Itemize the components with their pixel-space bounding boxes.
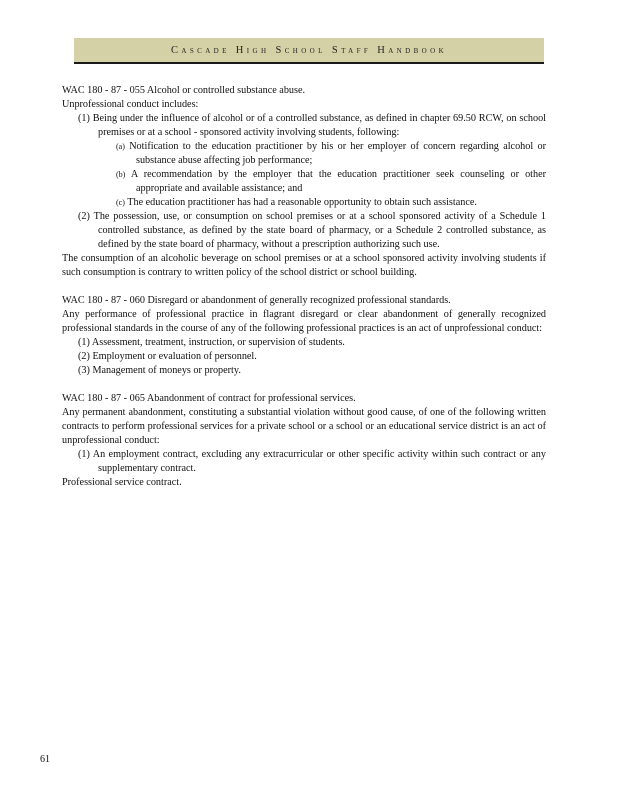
item-text: Employment or evaluation of personnel.	[92, 351, 257, 362]
section-closing: Professional service contract.	[62, 477, 182, 488]
page-number: 61	[40, 754, 50, 765]
subitem-text: The education practitioner has had a reasonable opportunity to obtain such assistance.	[127, 197, 477, 208]
subitem-text: A recommendation by the employer that the education practitioner seek counseling or other appropriate and available assistance; and	[130, 169, 546, 194]
document-body	[62, 84, 546, 504]
item-label: (1)	[78, 113, 90, 124]
item-text: Assessment, treatment, instruction, or supervision of students.	[91, 337, 345, 348]
item-label: (1)	[78, 337, 90, 348]
list-item	[62, 364, 546, 378]
item-label: (2)	[78, 211, 90, 222]
section-closing: The consumption of an alcoholic beverage on school premises or at a school sponsored activity involving students if such consumption is contrary to written policy of the school district or school building.	[62, 253, 546, 278]
item-text: The possession, use, or consumption on school premises or at a school sponsored activity of a Schedule 1 controlled substance, as defined by the state board of pharmacy, or a Schedule 2 controlled substance, as defined by the state board of pharmacy, without a prescription authorizing such use.	[93, 211, 546, 250]
sub-list-item	[62, 140, 546, 168]
subitem-label: (a)	[116, 142, 125, 151]
list-item	[62, 448, 546, 476]
list-item	[62, 112, 546, 140]
subitem-label: (b)	[116, 170, 126, 179]
section-wac-060	[62, 294, 546, 378]
item-label: (2)	[78, 351, 90, 362]
item-label: (3)	[78, 365, 90, 376]
section-heading: WAC 180 - 87 - 065 Abandonment of contract for professional services.	[62, 393, 356, 404]
list-item	[62, 336, 546, 350]
list-item	[62, 350, 546, 364]
item-text: Being under the influence of alcohol or of a controlled substance, as defined in chapter 69.50 RCW, on school premises or at a school - sponsored activity involving students, following:	[92, 113, 546, 138]
item-text: Management of moneys or property.	[92, 365, 241, 376]
section-intro: Any performance of professional practice in flagrant disregard or clear abandonment of generally recognized professional standards in the course of any of the following professional practices is an act of unprofessional conduct:	[62, 309, 546, 334]
section-intro: Any permanent abandonment, constituting a substantial violation without good cause, of one of the following written contracts to perform professional services for a private school or a school or an educational service district is an act of unprofessional conduct:	[62, 407, 546, 446]
handbook-header-bar	[74, 38, 544, 64]
subitem-label: (c)	[116, 198, 125, 207]
section-heading: WAC 180 - 87 - 060 Disregard or abandonment of generally recognized professional standards.	[62, 295, 451, 306]
list-item	[62, 210, 546, 252]
sub-list-item	[62, 196, 546, 210]
subitem-text: Notification to the education practitioner by his or her employer of concern regarding alcohol or substance abuse affecting job performance;	[129, 141, 546, 166]
item-label: (1)	[78, 449, 90, 460]
section-intro: Unprofessional conduct includes:	[62, 99, 199, 110]
section-wac-055	[62, 84, 546, 280]
section-wac-065	[62, 392, 546, 490]
section-heading: WAC 180 - 87 - 055 Alcohol or controlled substance abuse.	[62, 85, 306, 96]
handbook-title: Cascade High School Staff Handbook	[170, 44, 448, 56]
sub-list-item	[62, 168, 546, 196]
item-text: An employment contract, excluding any extracurricular or other specific activity within such contract or any supplementary contract.	[92, 449, 546, 474]
